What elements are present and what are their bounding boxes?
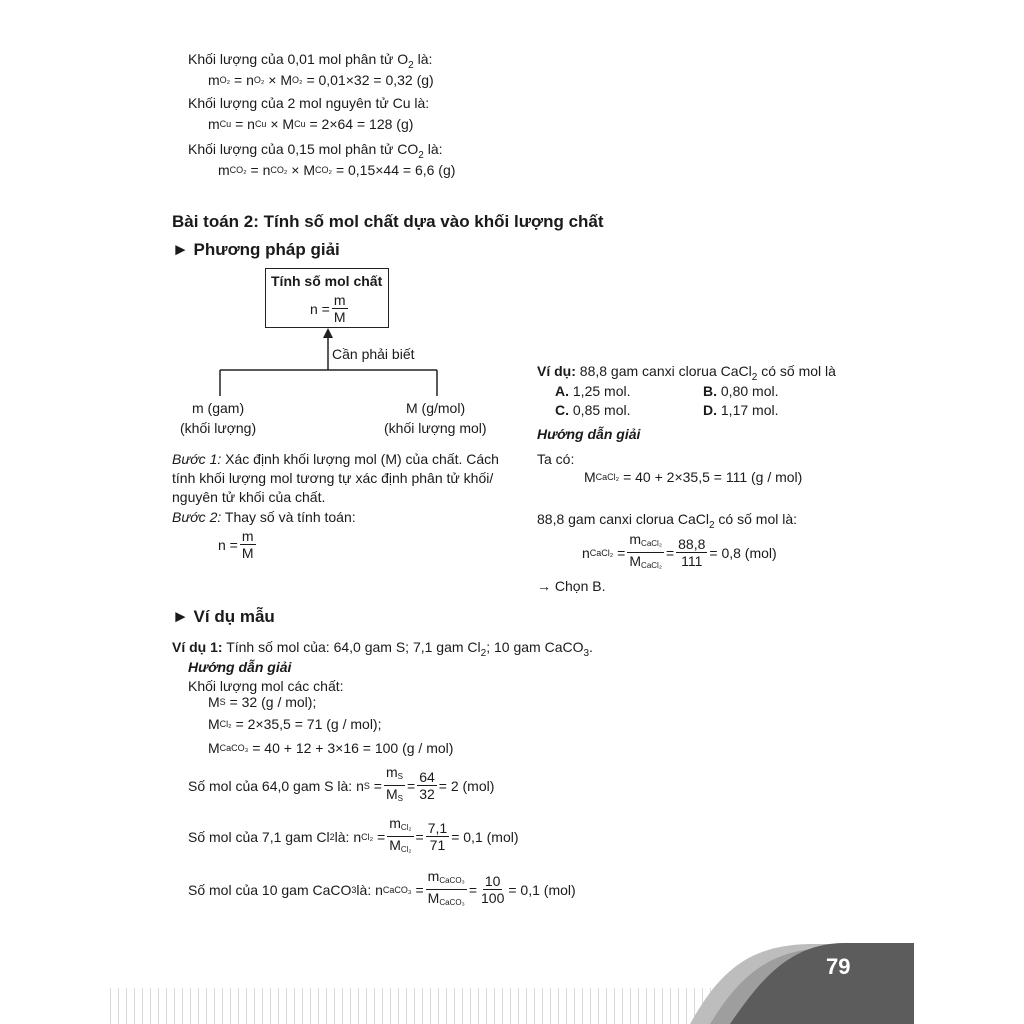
step1-line2: tính khối lượng mol tương tự xác định phân tử khối/ [172,470,494,486]
left-sub: (khối lượng) [180,420,257,436]
side-mol-line: 88,8 gam canxi clorua CaCl$_2$ có số mol là: [537,511,798,531]
section-title: Bài toán 2: Tính số mol chất dựa vào khối lượng chất [172,212,604,231]
page-corner-badge [680,940,914,1024]
page-number: 79 [826,954,851,979]
side-m-eq: M CaCl₂ = 40 + 2×35,5 = 111 (g / mol) [584,469,803,485]
diagram-lines [210,328,450,408]
step2: Bước 2: Thay số và tính toán: [172,509,356,525]
sample-heading: ► Ví dụ mẫu [172,607,275,626]
mcaco3-eq: M CaCO₃ = 40 + 12 + 3×16 = 100 (g / mol) [208,740,454,756]
left-label: m (gam) [192,400,245,416]
ms-eq: M S = 32 (g / mol); [208,694,317,710]
method-heading: ► Phương pháp giải [172,240,340,259]
side-example-question: Ví dụ: 88,8 gam canxi clorua CaCl$_2$ có số mol là [537,363,836,383]
option-d: D. 1,17 mol. [703,402,779,418]
side-choose: → Chọn B. [537,578,606,594]
box-formula: n = $\frac{m}{M}$ [310,292,346,325]
side-taco: Ta có: [537,451,575,467]
ca-mol-eq: Số mol của 10 gam CaCO 3 là: n CaCO₃ = $\frac{m_{CaCO_3}}{M_{CaCO_3}}$ = $\frac{10}{100}$ = 0,1 (mol) [188,868,576,907]
s-mol-eq: Số mol của 64,0 gam S là: n S = $\frac{m_S}{M_S}$ = $\frac{64}{32}$ = 2 (mol) [188,764,495,803]
side-mol-eq: n CaCl₂ = $\frac{m_{CaCl_2}}{M_{CaCl_2}}$ = $\frac{88,8}{111}$ = 0,8 (mol) [582,531,777,570]
option-a: A. 1,25 mol. [555,383,631,399]
intro-eq-2: m Cu = n Cu × M Cu = 2×64 = 128 (g) [208,116,414,132]
option-b: B. 0,80 mol. [703,383,779,399]
side-guide: Hướng dẫn giải [537,426,641,442]
need-label: Cần phải biết [332,346,415,362]
intro-line-3: Khối lượng của 0,15 mol phân tử $CO_2$ là: [188,141,443,161]
mcl2-eq: M Cl₂ = 2×35,5 = 71 (g / mol); [208,716,382,732]
intro-line-2: Khối lượng của 2 mol nguyên tử Cu là: [188,95,430,111]
ex1-guide: Hướng dẫn giải [188,659,292,675]
intro-line-1: Khối lượng của 0,01 mol phân tử $O_2$ là: [188,51,433,71]
step1: Bước 1: Xác định khối lượng mol (M) của chất. Cách [172,451,499,467]
step1-line3: nguyên tử khối của chất. [172,489,326,505]
step2-formula: n = $\frac{m}{M}$ [218,528,254,561]
ex1-question: Ví dụ 1: Tính số mol của: 64,0 gam S; 7,1 gam $Cl_2$; 10 gam CaCO$_3$. [172,639,593,659]
right-label: M (g/mol) [406,400,466,416]
right-sub: (khối lượng mol) [384,420,487,436]
intro-eq-1: m O₂ = n O₂ × M O₂ = 0,01×32 = 0,32 (g) [208,72,434,88]
intro-eq-3: m CO₂ = n CO₂ × M CO₂ = 0,15×44 = 6,6 (g) [218,162,456,178]
mass-intro: Khối lượng mol các chất: [188,678,344,694]
box-title: Tính số mol chất [271,273,383,289]
option-c: C. 0,85 mol. [555,402,631,418]
cl-mol-eq: Số mol của 7,1 gam Cl 2 là: n Cl₂ = $\frac{m_{Cl_2}}{M_{Cl_2}}$ = $\frac{7,1}{71}$ = 0,1 (mol) [188,815,519,854]
